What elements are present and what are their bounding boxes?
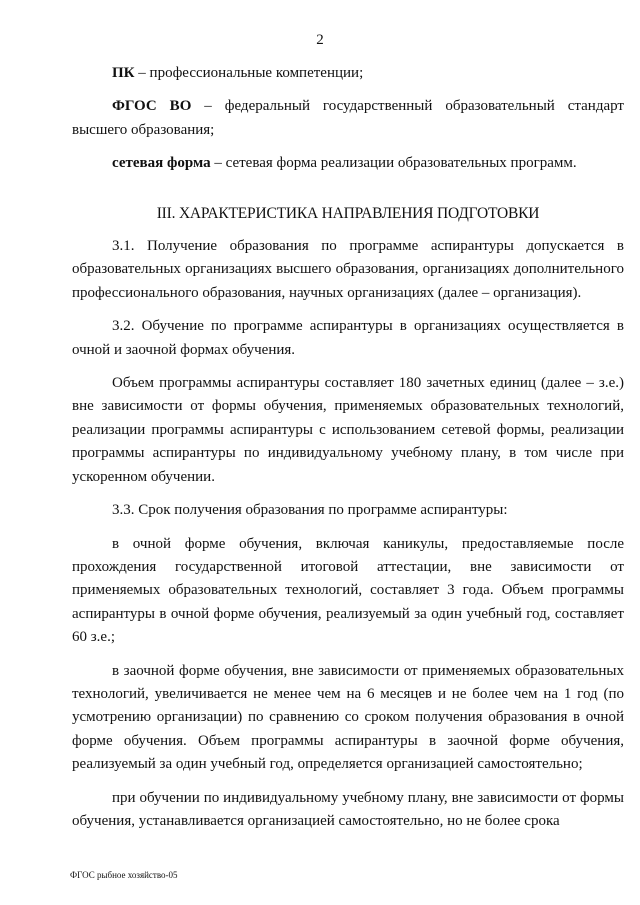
paragraph-3-3: 3.3. Срок получения образования по программе аспирантуры: [112, 502, 508, 519]
definition-text: – сетевая форма реализации образовательных программ. [210, 155, 577, 172]
paragraph-volume: Объем программы аспирантуры составляет 180 зачетных единиц (далее – з.е.) вне зависимости от формы обучения, применяемых образовательных технологий, реализации программы аспирантуры с использованием сетевой формы, реализации программы аспирантуры по индивидуальному учебному плану, в том числе при ускоренном обучении. [72, 375, 624, 485]
definition-pk [72, 62, 624, 85]
page-footer: ФГОС рыбное хозяйство-05 [70, 870, 178, 880]
definition-term: ПК [112, 65, 135, 81]
paragraph-individual-plan: при обучении по индивидуальному учебному плану, вне зависимости от формы обучения, устанавливается организацией самостоятельно, но не более срока [72, 789, 624, 829]
definition-term: сетевая форма [112, 155, 211, 172]
definition-fgos-vo [72, 95, 624, 142]
definition-network-form [72, 152, 624, 175]
paragraph-full-time: в очной форме обучения, включая каникулы, предоставляемые после прохождения государственной итоговой аттестации, вне зависимости от применяемых образовательных технологий, составляет 3 года. Объем программы аспирантуры в очной форме обучения, реализуемый за один учебный год, составляет 60 з.е.; [72, 535, 624, 646]
paragraph-3-2: 3.2. Обучение по программе аспирантуры в организациях осуществляется в очной и заочной формах обучения. [72, 318, 624, 358]
section-heading: III. ХАРАКТЕРИСТИКА НАПРАВЛЕНИЯ ПОДГОТОВКИ [156, 204, 540, 222]
definition-term: ФГОС ВО [112, 98, 192, 115]
paragraph-3-1: 3.1. Получение образования по программе аспирантуры допускается в образовательных организациях высшего образования, организациях дополнительного профессионального образования, научных организациях (далее – организация). [72, 238, 624, 301]
paragraph-part-time: в заочной форме обучения, вне зависимости от применяемых образовательных технологий, увеличивается не менее чем на 6 месяцев и не более чем на 1 год (по усмотрению организации) по сравнению со сроком получения образования в очной форме обучения. Объем программы аспирантуры в заочной форме обучения, реализуемый за один учебный год, определяется организацией самостоятельно; [72, 662, 624, 773]
definition-text: – профессиональные компетенции; [134, 65, 364, 81]
definition-text: – федеральный государственный образовательный стандарт высшего образования; [72, 98, 624, 138]
page-number: 2 [316, 32, 324, 48]
page-content [72, 62, 624, 833]
